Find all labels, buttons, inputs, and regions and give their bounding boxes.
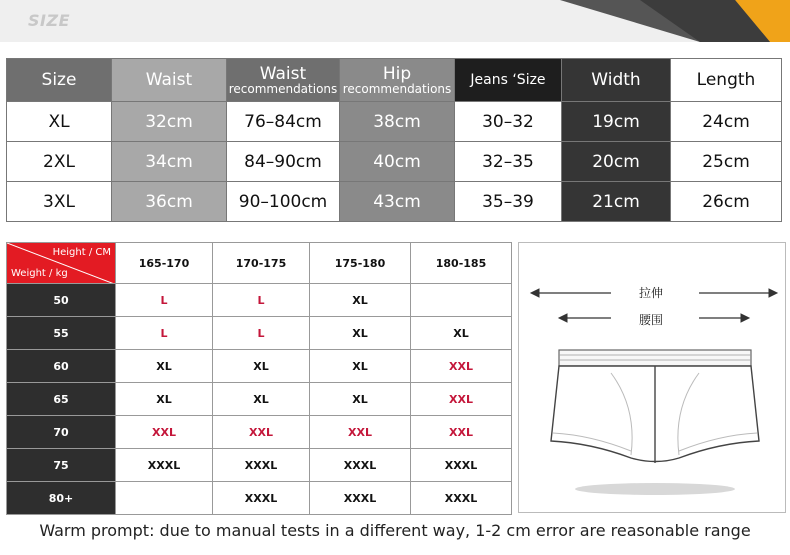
- size-cell: XL: [310, 317, 411, 350]
- weight-row-header: 70: [7, 416, 116, 449]
- header-bar: [0, 0, 790, 42]
- header-width: Width: [562, 59, 671, 102]
- cell-width: 20cm: [562, 142, 671, 182]
- header-waist-recommendations: Waist recommendations: [227, 59, 340, 102]
- waist-arrow-left: [559, 314, 611, 322]
- table-row: [7, 317, 512, 350]
- size-cell: XL: [310, 350, 411, 383]
- corner-cell: [7, 243, 116, 284]
- size-cell: XXXL: [310, 482, 411, 515]
- size-cell: XXL: [310, 416, 411, 449]
- column-header: 165-170: [116, 243, 213, 284]
- size-cell: XL: [310, 284, 411, 317]
- size-cell: XXXL: [213, 449, 310, 482]
- header-hip-recommendations: Hip recommendations: [340, 59, 455, 102]
- table-row: [7, 142, 782, 182]
- table-row: [7, 102, 782, 142]
- weight-row-header: 80+: [7, 482, 116, 515]
- cell-length: 25cm: [671, 142, 782, 182]
- waist-arrow-right: [699, 314, 749, 322]
- size-cell: XXL: [213, 416, 310, 449]
- weight-row-header: 55: [7, 317, 116, 350]
- waist-label: 腰围: [639, 313, 664, 327]
- cell-jeans: 30–32: [455, 102, 562, 142]
- cell-size: XL: [7, 102, 112, 142]
- column-header: 170-175: [213, 243, 310, 284]
- column-header: 180-185: [411, 243, 512, 284]
- size-cell: XXXL: [213, 482, 310, 515]
- cell-waist-rec: 90–100cm: [227, 182, 340, 222]
- size-cell: XL: [213, 350, 310, 383]
- weight-row-header: 50: [7, 284, 116, 317]
- cell-waist: 36cm: [112, 182, 227, 222]
- cell-hip: 38cm: [340, 102, 455, 142]
- table-row: [7, 284, 512, 317]
- size-cell: XL: [116, 350, 213, 383]
- size-cell: XL: [411, 317, 512, 350]
- corner-weight-label: Weight / kg: [11, 268, 68, 279]
- footer-note: Warm prompt: due to manual tests in a different way, 1-2 cm error are reasonable range: [39, 521, 751, 540]
- corner-height-label: Height / CM: [52, 247, 111, 258]
- size-cell: XL: [116, 383, 213, 416]
- cell-length: 24cm: [671, 102, 782, 142]
- cell-hip: 43cm: [340, 182, 455, 222]
- cell-width: 19cm: [562, 102, 671, 142]
- table-row: [7, 350, 512, 383]
- size-cell: XXXL: [411, 449, 512, 482]
- size-cell: XXXL: [310, 449, 411, 482]
- size-cell: XXXL: [411, 482, 512, 515]
- size-cell: XXL: [411, 350, 512, 383]
- size-cell: XL: [310, 383, 411, 416]
- size-cell: XL: [213, 383, 310, 416]
- table-row: [7, 482, 512, 515]
- table-row: [7, 383, 512, 416]
- table-row: [7, 449, 512, 482]
- size-table-header-row: [7, 59, 782, 102]
- weight-height-table: [6, 242, 512, 515]
- header-jeans-size: Jeans ‘Size: [455, 59, 562, 102]
- size-cell: L: [116, 284, 213, 317]
- cell-length: 26cm: [671, 182, 782, 222]
- cell-waist: 34cm: [112, 142, 227, 182]
- size-cell: XXL: [411, 383, 512, 416]
- cell-jeans: 35–39: [455, 182, 562, 222]
- header-waist: Waist: [112, 59, 227, 102]
- header-decoration: [0, 0, 790, 42]
- cell-waist: 32cm: [112, 102, 227, 142]
- product-illustration-panel: [518, 242, 786, 513]
- weight-row-header: 75: [7, 449, 116, 482]
- cell-waist-rec: 84–90cm: [227, 142, 340, 182]
- size-cell: L: [116, 317, 213, 350]
- header-length: Length: [671, 59, 782, 102]
- stretch-arrow-left: [531, 289, 611, 297]
- weight-row-header: 65: [7, 383, 116, 416]
- cell-waist-rec: 76–84cm: [227, 102, 340, 142]
- stretch-label: 拉伸: [639, 286, 664, 300]
- stretch-arrow-right: [699, 289, 777, 297]
- size-cell: [411, 284, 512, 317]
- size-cell: XXL: [411, 416, 512, 449]
- size-cell: XXXL: [116, 449, 213, 482]
- section-title: SIZE: [28, 11, 71, 30]
- size-cell: [116, 482, 213, 515]
- table-row: [7, 416, 512, 449]
- size-cell: XXL: [116, 416, 213, 449]
- cell-jeans: 32–35: [455, 142, 562, 182]
- size-cell: L: [213, 317, 310, 350]
- size-cell: L: [213, 284, 310, 317]
- column-header: 175-180: [310, 243, 411, 284]
- cell-size: 3XL: [7, 182, 112, 222]
- cell-hip: 40cm: [340, 142, 455, 182]
- size-table: [6, 58, 782, 222]
- weight-row-header: 60: [7, 350, 116, 383]
- cell-width: 21cm: [562, 182, 671, 222]
- weight-table-header-row: [7, 243, 512, 284]
- cell-size: 2XL: [7, 142, 112, 182]
- header-size: Size: [7, 59, 112, 102]
- table-row: [7, 182, 782, 222]
